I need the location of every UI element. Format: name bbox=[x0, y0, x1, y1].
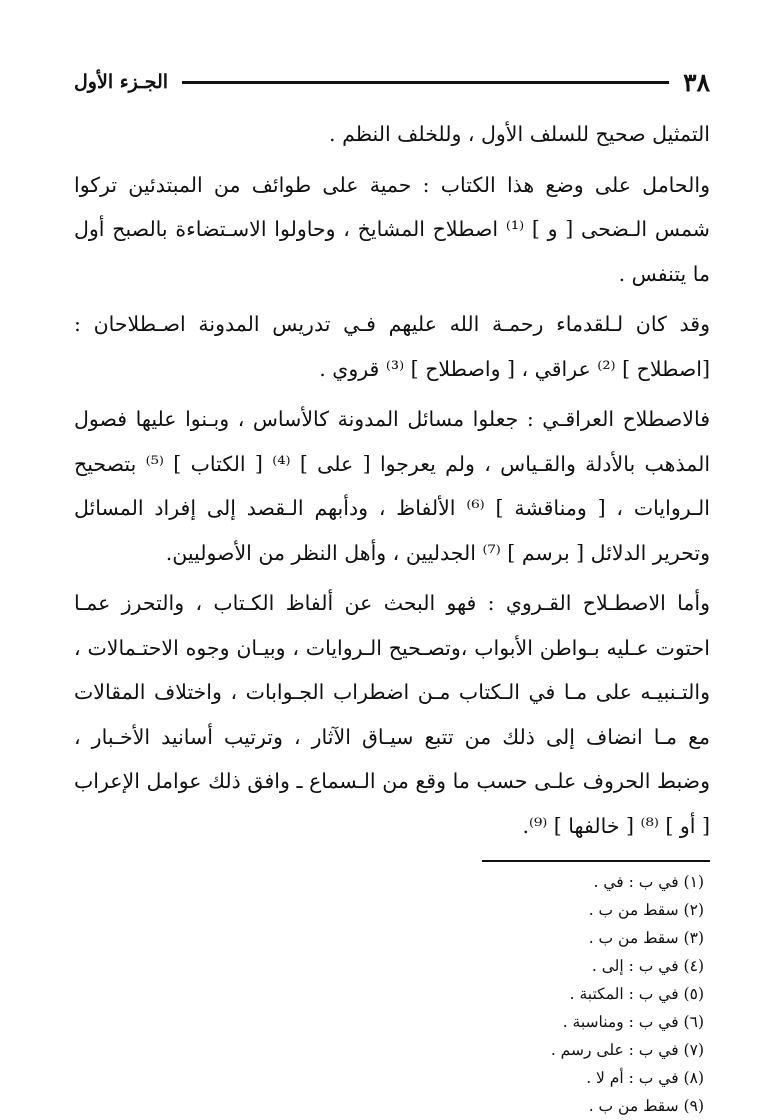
footnote: (٥) في ب : المكتبة . bbox=[569, 985, 704, 1003]
main-text bbox=[67, 112, 711, 848]
footnote: (١) في ب : في . bbox=[593, 873, 704, 891]
paragraph: والحامل على وضع هذا الكتاب : حمية على طوائف من المبتدئين تركوا شمس الـضحى [ و ] ⁽¹⁾ اصطلاح المشايخ ، وحاولوا الاسـتضاءة بالصبح أول ما يتنفس . bbox=[67, 172, 710, 286]
footnote: (٩) سقط من ب . bbox=[588, 1097, 704, 1115]
book-page bbox=[67, 62, 711, 1115]
footnotes bbox=[74, 868, 704, 1120]
volume-title: الجـزء الأول bbox=[74, 71, 169, 93]
footnote: (٤) في ب : إلى . bbox=[591, 957, 704, 975]
footnote: (٣) سقط من ب . bbox=[588, 929, 704, 947]
footnote: (٨) في ب : أم لا . bbox=[586, 1069, 704, 1087]
paragraph: وأما الاصطـلاح القـروي : فهو البحث عن ألفاظ الكـتاب ، والتحرز عمـا احتوت عـليه بـواطن الأبواب ،وتصـحيح الـروايات ، وبيـان وجوه الاحتـمالات ، والتـنبيـه على مـا في الـكتاب مـن اضطراب الجـوابات ، واختلاف المقالات مع مـا انضاف إلى ذلك من تتبع سيـاق الآثار ، وترتيب أسانيد الأخـبار ، وضبط الحروف علـى حسب ما وقع من الـسماع ـ وافق ذلك عوامل الإعراب [ أو ] ⁽⁸⁾ [ خالفها ] ⁽⁹⁾. bbox=[67, 591, 710, 838]
paragraph: فالاصطلاح العراقـي : جعلوا مسائل المدونة كالأساس ، وبـنوا عليها فصول المذهب بالأدلة والقـياس ، ولم يعرجوا [ على ] ⁽⁴⁾ [ الكتاب ] ⁽⁵⁾ بتصحيح الـروايات ، [ ومناقشة ] ⁽⁶⁾ الألفاظ ، ودأبهم الـقصد إلى إفراد المسائل وتحرير الدلائل [ برسم ] ⁽⁷⁾ الجدليين ، وأهل النظر من الأصوليين. bbox=[67, 407, 711, 565]
footnote: (٧) في ب : على رسم . bbox=[550, 1041, 704, 1059]
page-number: ٣٨ bbox=[683, 67, 710, 97]
footnote: (٢) سقط من ب . bbox=[588, 901, 704, 919]
footnote-rule bbox=[482, 860, 710, 862]
paragraph: التمثيل صحيح للسلف الأول ، وللخلف النظم . bbox=[329, 122, 710, 146]
paragraph: وقد كان لـلقدماء رحمـة الله عليهم فـي تدريس المدونة اصـطلاحان : [اصطلاح ] ⁽²⁾ عراقي ، [ واصطلاح ] ⁽³⁾ قروي . bbox=[67, 312, 710, 381]
running-header bbox=[74, 62, 710, 102]
header-rule bbox=[182, 81, 669, 84]
footnote: (٦) في ب : ومناسبة . bbox=[562, 1013, 704, 1031]
